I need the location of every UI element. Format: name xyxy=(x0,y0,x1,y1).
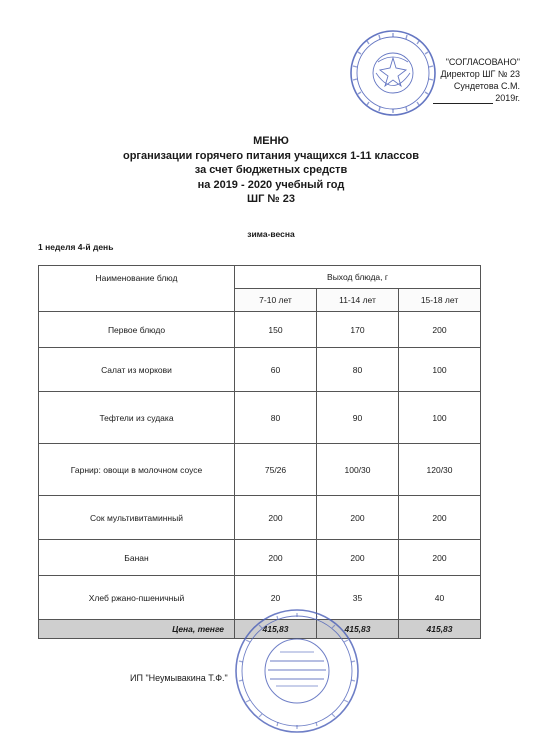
dish-name: Тефтели из судака xyxy=(39,392,235,444)
dish-value: 80 xyxy=(235,392,317,444)
title-line-5: ШГ № 23 xyxy=(247,193,295,205)
price-value: 415,83 xyxy=(235,620,317,639)
dish-value: 100 xyxy=(399,348,481,392)
dish-value: 200 xyxy=(235,496,317,540)
age-group-3: 15-18 лет xyxy=(399,289,481,312)
dish-name: Банан xyxy=(39,540,235,576)
age-group-2: 11-14 лет xyxy=(317,289,399,312)
dish-value: 150 xyxy=(235,312,317,348)
dish-name: Первое блюдо xyxy=(39,312,235,348)
dish-value: 20 xyxy=(235,576,317,620)
table-row xyxy=(39,392,481,444)
dish-value: 100 xyxy=(399,392,481,444)
supplier-stamp xyxy=(232,606,362,736)
header-dish-label: Наименование блюд xyxy=(95,272,178,283)
table-row xyxy=(39,444,481,496)
age-group-1: 7-10 лет xyxy=(235,289,317,312)
dish-value: 170 xyxy=(317,312,399,348)
dish-value: 100/30 xyxy=(317,444,399,496)
dish-value: 120/30 xyxy=(399,444,481,496)
dish-value: 200 xyxy=(317,540,399,576)
dish-name: Сок мультивитаминный xyxy=(39,496,235,540)
price-value: 415,83 xyxy=(399,620,481,639)
dish-value: 35 xyxy=(317,576,399,620)
dish-name: Салат из моркови xyxy=(39,348,235,392)
title-line-4: на 2019 - 2020 учебный год xyxy=(197,178,345,191)
approval-status: "СОГЛАСОВАНО" xyxy=(445,57,520,67)
table-row xyxy=(39,496,481,540)
approval-year-row xyxy=(400,92,520,104)
dish-value: 200 xyxy=(235,540,317,576)
dish-value: 200 xyxy=(399,312,481,348)
header-dish xyxy=(39,266,235,312)
table-row xyxy=(39,312,481,348)
table-row xyxy=(39,540,481,576)
approval-year: 2019г. xyxy=(495,93,520,103)
dish-value: 200 xyxy=(399,540,481,576)
dish-value: 60 xyxy=(235,348,317,392)
dish-name: Хлеб ржано-пшеничный xyxy=(39,576,235,620)
price-label: Цена, тенге xyxy=(39,620,235,639)
dish-value: 200 xyxy=(399,496,481,540)
approval-director: Директор ШГ № 23 xyxy=(440,69,520,79)
table-header-row xyxy=(39,266,481,289)
menu-table xyxy=(38,265,481,639)
title-line-3: за счет бюджетных средств xyxy=(194,164,348,176)
season-label: зима-весна xyxy=(247,229,295,239)
week-day-label: 1 неделя 4-й день xyxy=(38,242,114,252)
signature-label: ИП "Неумывакина Т.Ф." xyxy=(130,673,228,683)
document-title xyxy=(0,134,542,207)
dish-name: Гарнир: овощи в молочном соусе xyxy=(39,444,235,496)
price-value: 415,83 xyxy=(317,620,399,639)
dish-value: 40 xyxy=(399,576,481,620)
dish-value: 200 xyxy=(317,496,399,540)
signature-line xyxy=(433,94,493,104)
table-row xyxy=(39,348,481,392)
approval-block xyxy=(400,56,520,104)
dish-value: 75/26 xyxy=(235,444,317,496)
dish-value: 80 xyxy=(317,348,399,392)
dish-value: 90 xyxy=(317,392,399,444)
approval-name: Сундетова С.М. xyxy=(453,81,520,91)
title-line-2: организации горячего питания учащихся 1-11 классов xyxy=(122,149,419,162)
title-line-1: МЕНЮ xyxy=(253,135,289,147)
header-output: Выход блюда, г xyxy=(235,266,481,289)
